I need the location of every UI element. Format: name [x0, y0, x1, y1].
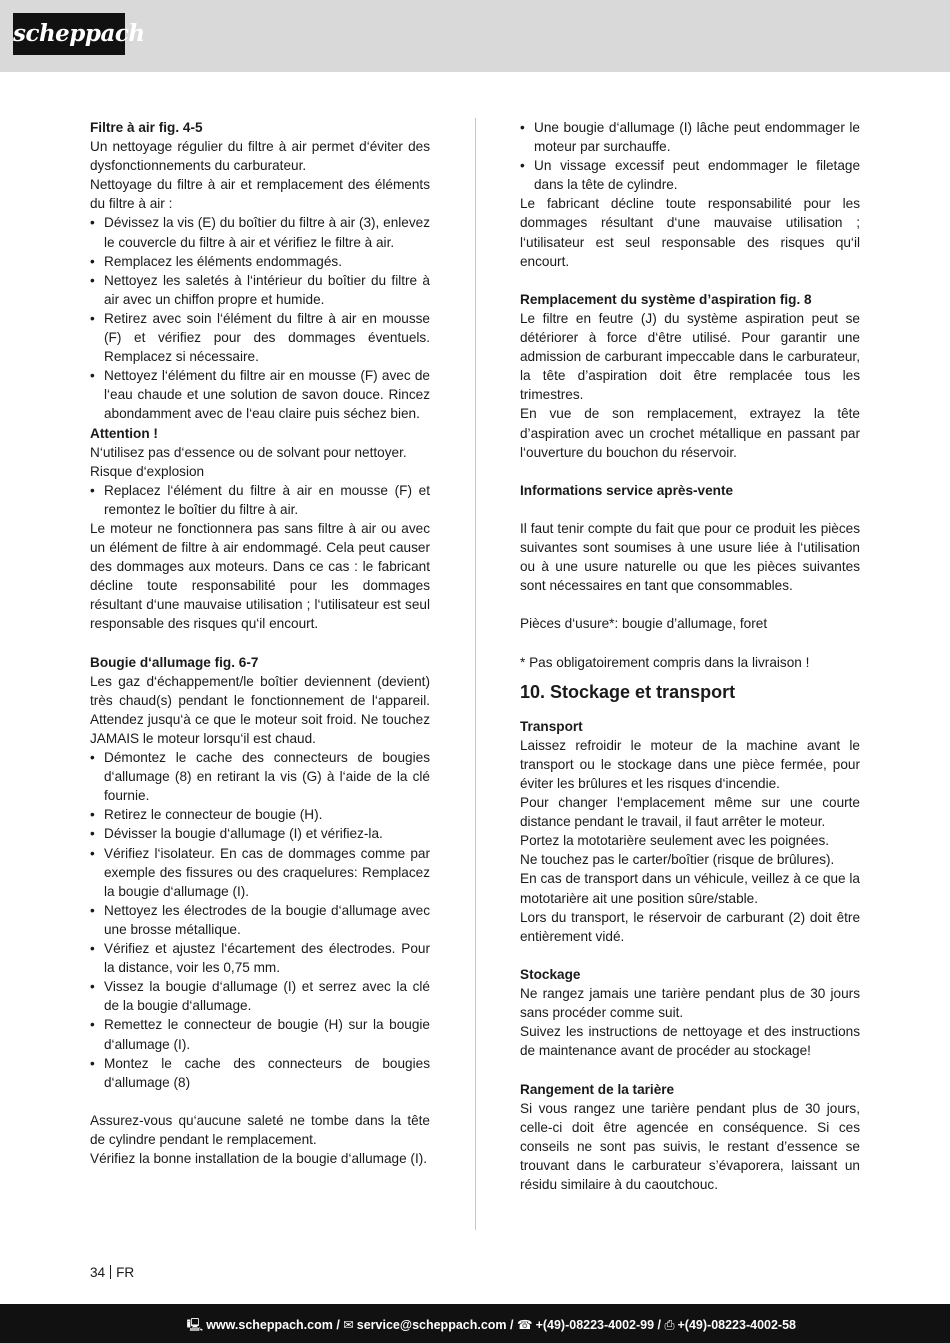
spark-plug-heading: Bougie d‘allumage fig. 6-7	[90, 654, 259, 670]
paragraph: Le fabricant décline toute responsabilité pour les dommages résultant d‘une mauvaise utilisation ; l‘utilisateur est seul responsable des risques qu‘il encourt.	[520, 196, 860, 269]
page-number-value: 34	[90, 1265, 106, 1280]
paragraph: Vérifiez la bonne installation de la bougie d‘allumage (I).	[90, 1151, 428, 1167]
paragraph: Nettoyage du filtre à air et remplacement des éléments du filtre à air :	[90, 177, 430, 212]
list-item: • Vérifiez et ajustez l‘écartement des électrodes. Pour la distance, voir les 0,75 mm.	[90, 939, 430, 977]
list-item: • Démontez le cache des connecteurs de bougies d‘allumage (8) en retirant la vis (G) à l‘aide de la clé fournie.	[90, 748, 430, 805]
paragraph: Ne rangez jamais une tarière pendant plus de 30 jours sans procéder comme suit.	[520, 986, 860, 1021]
list-item: • Retirez le connecteur de bougie (H).	[90, 805, 430, 824]
paragraph: * Pas obligatoirement compris dans la livraison !	[520, 654, 810, 670]
paragraph: Un nettoyage régulier du filtre à air permet d‘éviter des dysfonctionnements du carburateur.	[90, 139, 430, 174]
bullet-list	[90, 481, 430, 519]
list-item: • Une bougie d‘allumage (I) lâche peut endommager le moteur par surchauffe.	[520, 118, 860, 156]
suction-heading: Remplacement du système d’aspiration fig. 8	[520, 291, 812, 307]
scheppach-logo: scheppach	[13, 13, 125, 55]
list-item: • Dévisser la bougie d‘allumage (I) et vérifiez-la.	[90, 824, 430, 843]
transport-heading: Transport	[520, 718, 583, 734]
left-column	[90, 118, 430, 1168]
attention-heading: Attention !	[90, 425, 158, 441]
email-link[interactable]: service@scheppach.com /	[356, 1318, 514, 1332]
fax-number: +(49)-08223-4002-58	[677, 1318, 796, 1332]
service-heading: Informations service après-vente	[520, 482, 734, 498]
column-divider	[475, 118, 476, 1230]
page-number	[90, 1265, 134, 1280]
paragraph: Lors du transport, le réservoir de carburant (2) doit être entièrement vidé.	[520, 909, 860, 944]
air-filter-heading: Filtre à air fig. 4-5	[90, 120, 203, 135]
bullet-list	[90, 748, 430, 1092]
paragraph: Laissez refroidir le moteur de la machine avant le transport ou le stockage dans une pièce fermée, pour éviter les brûlures et les risques d‘incendie.	[520, 737, 860, 791]
fax-icon: ⎙	[664, 1318, 675, 1332]
paragraph: Suivez les instructions de nettoyage et des instructions de maintenance avant de procéder au stockage!	[520, 1024, 860, 1059]
list-item: • Remettez le connecteur de bougie (H) sur la bougie d‘allumage (I).	[90, 1015, 430, 1053]
list-item: • Nettoyez les électrodes de la bougie d‘allumage avec une brosse métallique.	[90, 901, 430, 939]
email-icon: ✉︎	[343, 1318, 354, 1332]
paragraph: Portez la mototarière seulement avec les poignées.	[520, 833, 830, 849]
list-item: • Nettoyez les saletés à l‘intérieur du boîtier du filtre à air avec un chiffon propre et humide.	[90, 271, 430, 309]
footer-contact	[187, 1316, 796, 1337]
list-item: • Vérifiez l‘isolateur. En cas de dommages comme par exemple des fissures ou des craquelures: Remplacez la bougie d‘allumage (I).	[90, 844, 430, 901]
paragraph: Le filtre en feutre (J) du système aspiration peut se détériorer à force d‘être utilisé. Pour garantir une admission de carburant impeccable dans le carburateur, la tête d’aspiration doit être remplacée tous les trimestres.	[520, 310, 860, 403]
paragraph: Assurez-vous qu‘aucune saleté ne tombe dans la tête de cylindre pendant le remplacement.	[90, 1112, 430, 1147]
paragraph: Ne touchez pas le carter/boîtier (risque de brûlures).	[520, 852, 835, 868]
list-item: • Replacez l‘élément du filtre à air en mousse (F) et remontez le boîtier du filtre à air.	[90, 481, 430, 519]
footer-bar	[0, 1304, 950, 1343]
paragraph: Si vous rangez une tarière pendant plus de 30 jours, celle-ci doit être agencée en conséquence. Si ces conseils ne sont pas suivis, le restant d’essence se trouvant dans le carburateur s’évaporera, laissant un résidu similaire à du caoutchouc.	[520, 1100, 860, 1192]
list-item: • Vissez la bougie d‘allumage (I) et serrez avec la clé de la bougie d‘allumage.	[90, 977, 430, 1015]
storage-heading: Stockage	[520, 966, 581, 982]
list-item: • Un vissage excessif peut endommager le filetage dans la tête de cylindre.	[520, 156, 860, 194]
phone-number: +(49)-08223-4002-99 /	[535, 1318, 661, 1332]
section-title: 10. Stockage et transport	[520, 681, 736, 702]
paragraph: Risque d‘explosion	[90, 463, 205, 479]
paragraph: Les gaz d‘échappement/le boîtier deviennent (devient) très chaud(s) pendant le fonctionnement de l‘appareil. Attendez jusqu‘à ce que le moteur soit froid. Ne touchez JAMAIS le moteur lorsqu‘il est chaud.	[90, 673, 430, 746]
list-item: • Remplacez les éléments endommagés.	[90, 252, 430, 271]
paragraph: En vue de son remplacement, extrayez la tête d’aspiration avec un crochet métallique en passant par l‘ouverture du bouchon du réservoir.	[520, 406, 860, 460]
paragraph: Le moteur ne fonctionnera pas sans filtre à air ou avec un élément de filtre à air endommagé. Cela peut causer des dommages aux moteurs. Dans ce cas : le fabricant décline toute responsabilité pour les dommages résultant d‘une mauvaise utilisation ; l‘utilisateur est seul responsable des risques qu‘il encourt.	[90, 520, 430, 632]
language-code: FR	[116, 1265, 135, 1280]
list-item: • Dévissez la vis (E) du boîtier du filtre à air (3), enlevez le couvercle du filtre à air et vérifiez le filtre à air.	[90, 213, 430, 251]
paragraph: Il faut tenir compte du fait que pour ce produit les pièces suivantes sont soumises à une usure liée à l‘utilisation ou à une usure naturelle ou que les pièces suivantes sont nécessaires en tant que consommables.	[520, 520, 860, 594]
paragraph: En cas de transport dans un véhicule, veillez à ce que la mototarière ait une position sûre/stable.	[520, 871, 860, 906]
bullet-list	[90, 213, 430, 423]
right-column	[520, 118, 860, 1194]
paragraph: Pour changer l‘emplacement même sur une courte distance pendant le travail, il faut arrêter le moteur.	[520, 795, 860, 830]
auger-storage-heading: Rangement de la tarière	[520, 1081, 675, 1097]
list-item: • Nettoyez l‘élément du filtre air en mousse (F) avec de l‘eau chaude et une solution de savon douce. Rincez abondamment avec de l‘eau claire puis séchez bien.	[90, 366, 430, 423]
paragraph: Pièces d‘usure*: bougie d’allumage, foret	[520, 616, 768, 632]
website-link[interactable]: www.scheppach.com /	[206, 1318, 340, 1332]
list-item: • Retirez avec soin l‘élément du filtre à air en mousse (F) et vérifiez pour des dommages éventuels. Remplacez si nécessaire.	[90, 309, 430, 366]
paragraph: N‘utilisez pas d‘essence ou de solvant pour nettoyer.	[90, 444, 407, 460]
computer-icon: 🖳︎	[186, 1318, 204, 1332]
bullet-list	[520, 118, 860, 194]
phone-icon: ☎︎	[516, 1318, 533, 1332]
header-band	[0, 0, 950, 72]
separator	[110, 1265, 111, 1279]
list-item: • Montez le cache des connecteurs de bougies d‘allumage (8)	[90, 1054, 430, 1092]
